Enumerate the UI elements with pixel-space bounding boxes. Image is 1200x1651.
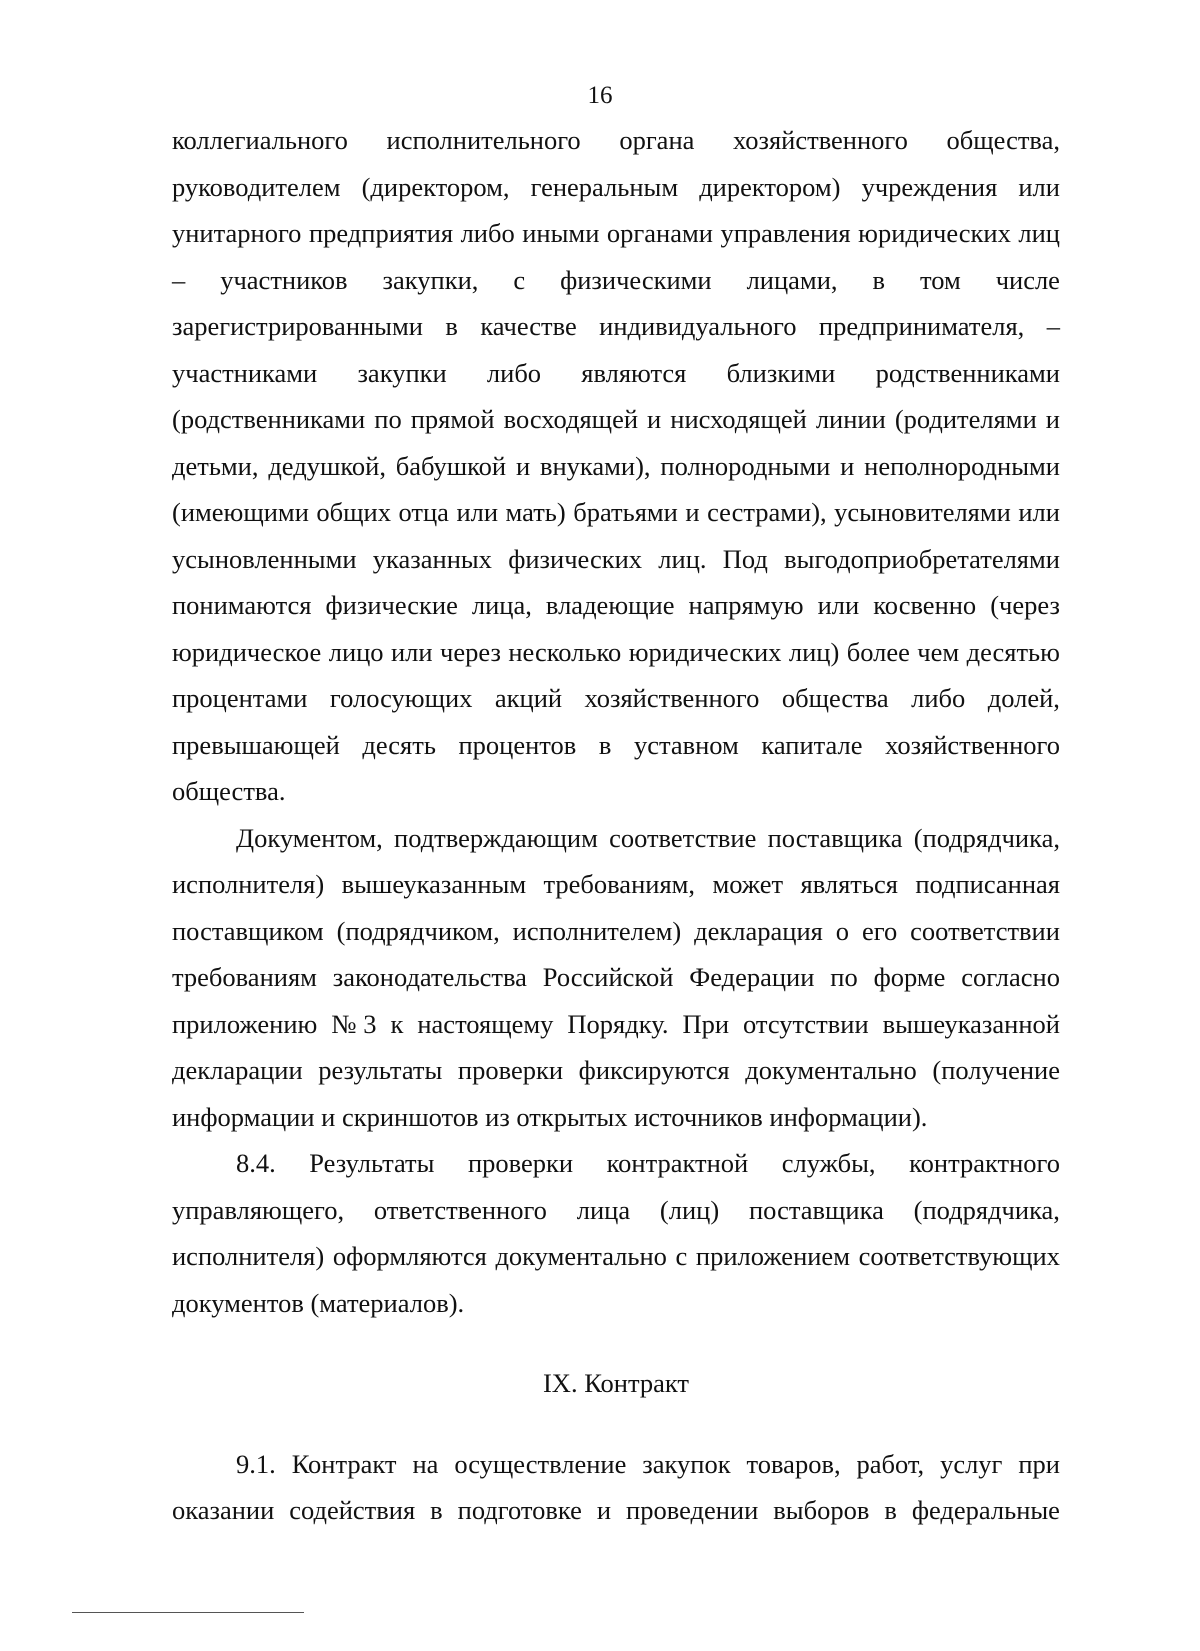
word: юридическое	[172, 636, 322, 667]
word: зарегистрированными	[172, 311, 423, 341]
word: нисходящей	[670, 404, 807, 434]
section-gap	[172, 1326, 1060, 1360]
text-line: общества.	[172, 776, 286, 806]
text-line	[172, 861, 1060, 908]
word: лица,	[471, 590, 532, 620]
word: сестрами),	[707, 497, 827, 527]
text-line	[172, 210, 1060, 257]
word: осуществление	[454, 1448, 627, 1479]
word: Документом,	[236, 822, 383, 853]
word: процентами	[172, 683, 308, 713]
word: или	[1018, 497, 1060, 527]
word: фиксируются	[578, 1055, 730, 1085]
word: вышеуказанной	[882, 1008, 1060, 1039]
word: физическими	[560, 264, 712, 295]
word: напрямую	[688, 590, 804, 620]
word: соответствие	[609, 822, 757, 853]
word: соответствии	[910, 915, 1060, 946]
word: понимаются	[172, 590, 312, 620]
text-line	[172, 908, 1060, 955]
word: в	[430, 1495, 443, 1525]
word: При	[682, 1008, 730, 1039]
text-line	[172, 303, 1060, 350]
word: исполнителя)	[172, 869, 325, 899]
word: процентов	[458, 729, 577, 760]
word: его	[861, 915, 898, 946]
word: восходящей	[503, 404, 639, 434]
word: и	[1045, 404, 1060, 434]
word: мать)	[505, 497, 566, 527]
word: поставщиком	[172, 915, 324, 946]
word: чем	[917, 636, 960, 667]
word: являться	[800, 869, 898, 899]
word: хозяйственного	[733, 125, 908, 155]
text-line	[172, 350, 1060, 397]
word: выборов	[773, 1495, 870, 1525]
word: числе	[995, 264, 1060, 295]
word: предприятия	[308, 218, 454, 248]
word: дедушкой,	[268, 450, 386, 481]
word: через	[440, 636, 501, 667]
word: согласно	[961, 962, 1060, 992]
word: лица	[576, 1194, 631, 1225]
word: Контракт	[291, 1448, 397, 1479]
word: о	[835, 915, 850, 946]
word: Порядку.	[567, 1008, 669, 1039]
word: детьми,	[172, 450, 259, 481]
word: настоящему	[417, 1008, 554, 1039]
word: директором)	[699, 171, 841, 202]
word: ответственного	[373, 1194, 547, 1225]
word: с	[675, 1241, 688, 1271]
text-line	[172, 489, 1060, 536]
word: хозяйственного	[885, 729, 1060, 760]
word: лиц)	[788, 636, 840, 667]
word: либо	[460, 218, 515, 248]
word: Результаты	[309, 1148, 435, 1178]
word: долей,	[987, 683, 1060, 713]
word: в	[598, 729, 612, 760]
word: общества,	[946, 125, 1060, 155]
paragraph	[172, 1140, 1060, 1326]
word: руководителем	[172, 171, 341, 202]
word: братьями	[573, 497, 678, 527]
word: или	[1018, 171, 1060, 202]
word: содействия	[289, 1495, 416, 1525]
text-line	[172, 536, 1060, 583]
word: уставном	[633, 729, 739, 760]
word: более	[846, 636, 910, 667]
footnote-rule	[72, 1612, 304, 1613]
word: и	[840, 450, 855, 481]
text-line	[172, 117, 1060, 164]
word: контрактного	[909, 1148, 1060, 1178]
word: физических	[508, 543, 643, 574]
word: закупки	[357, 357, 447, 388]
word: требованиям,	[543, 869, 696, 899]
text-line	[172, 257, 1060, 304]
word: десятью	[966, 636, 1060, 667]
word: Российской	[542, 962, 674, 992]
word: коллегиального	[172, 125, 348, 155]
word: (имеющими	[172, 497, 309, 527]
word: несколько	[508, 636, 622, 667]
word: соответствующих	[858, 1241, 1060, 1271]
text-line	[172, 1187, 1060, 1234]
word: учреждения	[861, 171, 998, 202]
paragraphs-container	[172, 117, 1060, 1326]
word: может	[712, 869, 784, 899]
word: выгодоприобретателями	[784, 543, 1060, 574]
word: декларация	[694, 915, 823, 946]
word: неполнородными	[864, 450, 1060, 481]
word: (лиц)	[659, 1194, 720, 1225]
word: в	[445, 311, 458, 341]
paragraph	[172, 815, 1060, 1141]
text-line	[172, 164, 1060, 211]
text-line	[172, 815, 1060, 862]
text-line	[172, 443, 1060, 490]
text-line	[172, 1001, 1060, 1048]
word: Под	[722, 543, 768, 574]
word: документально	[745, 1055, 917, 1085]
word: (директором,	[361, 171, 510, 202]
word: закупок	[642, 1448, 731, 1479]
word: голосующих	[329, 683, 473, 713]
word: (подрядчика,	[913, 822, 1060, 853]
word: бабушкой	[395, 450, 507, 481]
word: родственниками	[875, 357, 1060, 388]
word: контрактной	[606, 1148, 749, 1178]
word: законодательства	[332, 962, 527, 992]
word: 9.1.	[236, 1448, 276, 1479]
word: исполнителем)	[512, 915, 682, 946]
word: документально	[495, 1241, 667, 1271]
word: (подрядчиком,	[336, 915, 500, 946]
section-heading: IX. Контракт	[542, 1368, 690, 1398]
word: акций	[494, 683, 563, 713]
word: и	[647, 404, 662, 434]
word: оформляются	[332, 1241, 487, 1271]
word: линии	[815, 404, 886, 434]
word: –	[1046, 311, 1060, 341]
page-number: 16	[587, 82, 613, 109]
word: прямой	[410, 404, 495, 434]
word: –	[172, 264, 186, 295]
word: либо	[911, 683, 966, 713]
word: подготовке	[457, 1495, 582, 1525]
word: в	[872, 264, 885, 295]
word: при	[1018, 1448, 1060, 1479]
word: № 3	[331, 1008, 377, 1039]
word: усыновителями	[834, 497, 1011, 527]
word: и	[685, 497, 700, 527]
word: органами	[606, 218, 713, 248]
text-line	[172, 1140, 1060, 1187]
word: отца	[398, 497, 449, 527]
word: полнородными	[660, 450, 831, 481]
word: десять	[362, 729, 436, 760]
word: участниками	[172, 357, 318, 388]
word: или	[456, 497, 499, 527]
word: приложению	[172, 1008, 318, 1039]
word: участников	[220, 264, 348, 295]
word: и	[515, 450, 531, 481]
word: общества	[781, 683, 889, 713]
word: (родственниками	[172, 404, 366, 434]
word: по	[374, 404, 402, 434]
word: хозяйственного	[584, 683, 760, 713]
word: иными	[522, 218, 600, 248]
text-line	[172, 675, 1060, 722]
text-line	[172, 1441, 1060, 1488]
word: (получение	[932, 1055, 1060, 1085]
text-line: информации и скриншотов из открытых источников информации).	[172, 1101, 928, 1132]
word: лицо	[328, 636, 384, 667]
word: (через	[990, 590, 1060, 620]
text-line	[172, 1487, 1060, 1534]
word: службы,	[781, 1148, 876, 1178]
word: услуг	[940, 1448, 1003, 1479]
word: органа	[619, 125, 695, 155]
text-line	[172, 396, 1060, 443]
word: с	[513, 264, 526, 295]
word: поставщика	[767, 822, 903, 853]
text-line: документов (материалов).	[172, 1287, 465, 1318]
word: являются	[581, 357, 687, 388]
word: (подрядчика,	[913, 1194, 1060, 1225]
word: подписанная	[915, 869, 1060, 899]
word: лиц	[1018, 218, 1060, 248]
section-gap-after	[172, 1407, 1060, 1441]
word: или	[817, 590, 860, 620]
word: требованиям	[172, 962, 317, 992]
word: качестве	[480, 311, 577, 341]
word: унитарного	[172, 218, 302, 248]
word: приложением	[695, 1241, 850, 1271]
word: лиц.	[658, 543, 707, 574]
word: 8.4.	[236, 1148, 276, 1178]
word: оказании	[172, 1495, 275, 1525]
word: индивидуального	[599, 311, 797, 341]
word: либо	[486, 357, 542, 388]
text-line	[172, 954, 1060, 1001]
word: форме	[873, 962, 946, 992]
word: товаров,	[746, 1448, 841, 1479]
word: капитале	[761, 729, 863, 760]
word: предпринимателя,	[818, 311, 1025, 341]
word: проверки	[457, 1055, 564, 1085]
word: к	[390, 1008, 404, 1039]
word: Федерации	[689, 962, 815, 992]
word: подтверждающим	[394, 822, 598, 853]
word: проверки	[467, 1148, 574, 1178]
word: внуками),	[539, 450, 651, 481]
word: юридических	[628, 636, 782, 667]
word: отсутствии	[743, 1008, 869, 1039]
word: результаты	[318, 1055, 443, 1085]
word: превышающей	[172, 729, 340, 760]
word: вышеуказанным	[341, 869, 527, 899]
word: общих	[316, 497, 391, 527]
word: близкими	[726, 357, 836, 388]
word: федеральные	[911, 1495, 1060, 1525]
word: проведении	[626, 1495, 759, 1525]
word: закупки,	[382, 264, 479, 295]
word: декларации	[172, 1055, 303, 1085]
word: поставщика	[748, 1194, 884, 1225]
word: усыновленными	[172, 543, 357, 574]
word: управления	[720, 218, 851, 248]
word: на	[412, 1448, 439, 1479]
word: (родителями	[894, 404, 1037, 434]
word: том	[919, 264, 961, 295]
text-line	[172, 1047, 1060, 1094]
text-line	[172, 722, 1060, 769]
final-paragraph	[172, 1441, 1060, 1534]
word: исполнителя)	[172, 1241, 325, 1271]
word: управляющего,	[172, 1194, 345, 1225]
word: юридических	[858, 218, 1011, 248]
word: указанных	[372, 543, 492, 574]
word: и	[596, 1495, 612, 1525]
word: генеральным	[530, 171, 679, 202]
word: лицами,	[746, 264, 838, 295]
word: владеющие	[545, 590, 675, 620]
paragraph	[172, 117, 1060, 815]
text-line	[172, 629, 1060, 676]
word: работ,	[856, 1448, 925, 1479]
word: исполнительного	[386, 125, 581, 155]
text-line	[172, 1233, 1060, 1280]
document-body	[172, 117, 1060, 1534]
text-line	[172, 582, 1060, 629]
word: в	[884, 1495, 897, 1525]
word: косвенно	[873, 590, 977, 620]
word: по	[830, 962, 858, 992]
word: или	[391, 636, 433, 667]
word: физические	[325, 590, 458, 620]
